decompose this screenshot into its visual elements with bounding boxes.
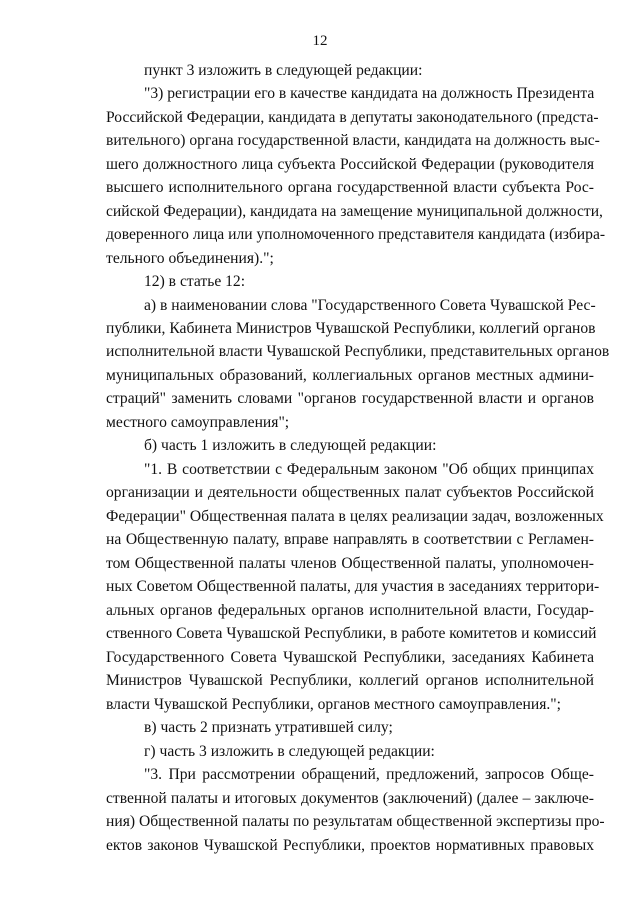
text-line: организации и деятельности общественных палат субъектов Российской — [106, 484, 594, 501]
text-line: муниципальных образований, коллегиальных органов местных админи- — [106, 367, 594, 384]
text-line: ственной палаты и итоговых документов (заключений) (далее – заключе- — [106, 790, 594, 807]
text-line: "1. В соответствии с Федеральным законом "Об общих принципах — [144, 461, 594, 478]
text-line: г) часть 3 изложить в следующей редакции: — [144, 743, 435, 760]
text-line: том Общественной палаты членов Общественной палаты, уполномочен- — [106, 555, 594, 572]
text-line: шего должностного лица субъекта Российской Федерации (руководителя — [106, 156, 594, 173]
text-line: "3. При рассмотрении обращений, предложений, запросов Обще- — [144, 766, 594, 783]
text-line: сийской Федерации), кандидата на замещение муниципальной должности, — [106, 203, 603, 220]
text-line: б) часть 1 изложить в следующей редакции: — [144, 437, 437, 454]
text-line: ных Советом Общественной палаты, для участия в заседаниях территори- — [106, 578, 600, 595]
text-line: исполнительной власти Чувашской Республики, представительных органов — [106, 343, 610, 360]
text-line: власти Чувашской Республики, органов местного самоуправления."; — [106, 696, 561, 713]
text-line: страций" заменить словами "органов государственной власти и органов — [106, 390, 594, 407]
text-line: на Общественную палату, вправе направлять в соответствии с Регламен- — [106, 531, 594, 548]
text-line: альных органов федеральных органов исполнительной власти, Государ- — [106, 602, 594, 619]
text-line: в) часть 2 признать утратившей силу; — [144, 719, 393, 736]
text-line: местного самоуправления"; — [106, 414, 290, 431]
text-line: доверенного лица или уполномоченного представителя кандидата (избира- — [106, 226, 606, 243]
text-line: Государственного Совета Чувашской Республики, заседаниях Кабинета — [106, 649, 594, 666]
text-line: вительного) органа государственной власти, кандидата на должность выс- — [106, 132, 600, 149]
page-number: 12 — [312, 33, 328, 49]
text-line: "3) регистрации его в качестве кандидата на должность Президента — [144, 85, 595, 102]
text-line: ственного Совета Чувашской Республики, в работе комитетов и комиссий — [106, 625, 597, 642]
text-line: высшего исполнительного органа государственной власти субъекта Рос- — [106, 179, 594, 196]
text-line: тельного объединения)."; — [106, 250, 274, 267]
text-line: пункт 3 изложить в следующей редакции: — [144, 62, 423, 79]
text-line: 12) в статье 12: — [144, 273, 246, 290]
text-line: ектов законов Чувашской Республики, проектов нормативных правовых — [106, 837, 594, 854]
text-line: публики, Кабинета Министров Чувашской Республики, коллегий органов — [106, 320, 596, 337]
text-line: ния) Общественной палаты по результатам общественной экспертизы про- — [106, 813, 605, 830]
text-line: Российской Федерации, кандидата в депутаты законодательного (предста- — [106, 109, 599, 126]
text-line: Министров Чувашской Республики, коллегий органов исполнительной — [106, 672, 594, 689]
text-line: а) в наименовании слова "Государственного Совета Чувашской Рес- — [144, 297, 596, 314]
text-line: Федерации" Общественная палата в целях реализации задач, возложенных — [106, 508, 604, 525]
